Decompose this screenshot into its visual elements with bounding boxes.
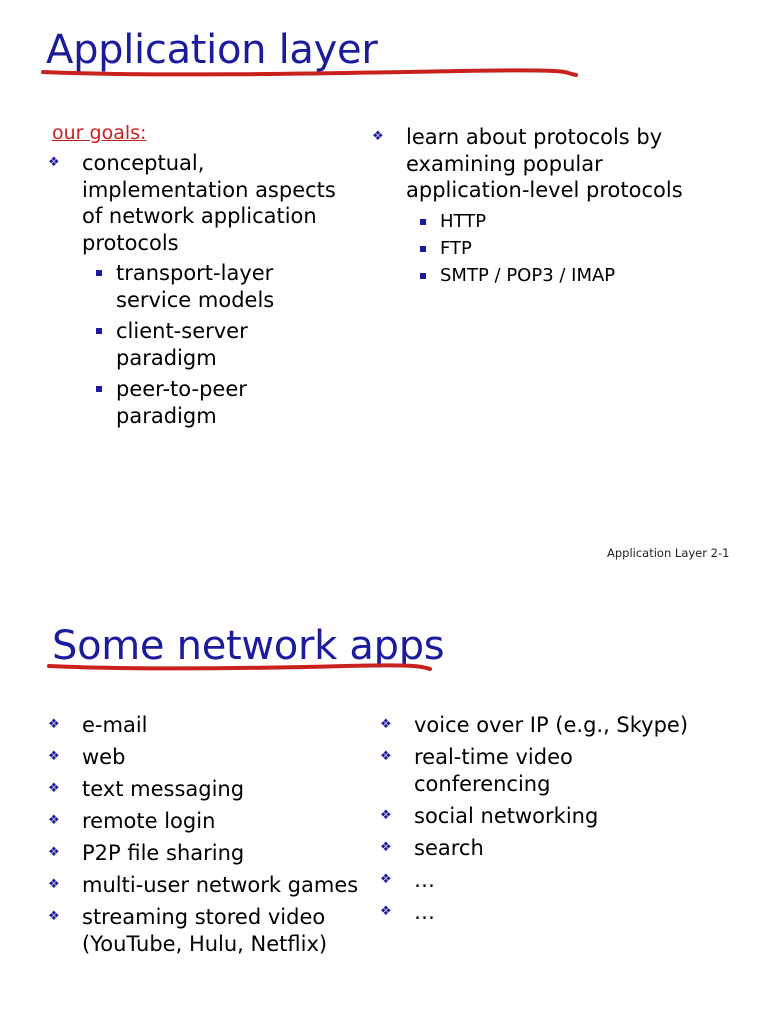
sub-list-item [82,260,338,313]
four-diamond-bullet-icon: ❖ [380,749,392,764]
slide-title: Some network apps [52,623,445,669]
goals-list-right [372,124,692,294]
four-diamond-bullet-icon: ❖ [380,871,392,887]
four-diamond-bullet-icon: ❖ [372,129,384,144]
list-item [372,124,692,289]
four-diamond-bullet-icon: ❖ [48,717,60,732]
four-diamond-bullet-icon: ❖ [380,903,392,919]
list-item [380,803,700,830]
list-item-text: learn about protocols by examining popular application-level protocols [406,125,683,202]
list-item [48,744,368,771]
slide-network-apps [0,600,768,1024]
four-diamond-bullet-icon: ❖ [48,813,60,828]
list-item [48,904,368,957]
four-diamond-bullet-icon: ❖ [380,839,392,855]
list-item-text: remote login [82,809,216,833]
four-diamond-bullet-icon: ❖ [380,717,392,732]
sub-list-item [82,318,338,371]
square-bullet-icon [96,270,102,276]
square-bullet-icon [96,386,102,392]
sub-item-text: HTTP [440,210,487,232]
list-item-text: search [414,835,484,860]
list-item-text: voice over IP (e.g., Skype) [414,713,689,737]
title-underline [46,654,446,678]
goals-list-left [48,150,338,434]
list-item-text: … [414,867,435,892]
slide-title: Application layer [46,27,378,73]
slide-footer: Application Layer 2-1 [607,546,730,560]
apps-list-right [380,712,700,931]
list-item [380,867,700,894]
list-item-text: conceptual, implementation aspects of network application protocols [82,151,336,255]
four-diamond-bullet-icon: ❖ [380,807,392,823]
apps-list-left [48,712,368,963]
four-diamond-bullet-icon: ❖ [48,749,60,764]
list-item-text: e-mail [82,713,148,737]
sub-list [406,208,692,289]
sub-item-text: peer-to-peer paradigm [116,377,247,428]
sub-item-text: client-server paradigm [116,319,248,370]
square-bullet-icon [420,246,426,252]
list-item [48,872,368,899]
list-item [380,835,700,862]
list-item [380,744,700,797]
list-item-text: text messaging [82,777,245,801]
sub-item-text: SMTP / POP3 / IMAP [440,264,616,286]
list-item [48,150,338,429]
four-diamond-bullet-icon: ❖ [48,155,60,170]
list-item-text: P2P file sharing [82,841,245,865]
goals-label: our goals: [52,122,147,144]
list-item-text: real-time video conferencing [414,745,573,796]
sub-list [82,260,338,429]
four-diamond-bullet-icon: ❖ [48,909,60,924]
list-item-text: streaming stored video (YouTube, Hulu, Netflix) [82,905,328,956]
list-item [48,712,368,739]
four-diamond-bullet-icon: ❖ [48,781,60,796]
sub-item-text: FTP [440,237,472,259]
title-underline [40,60,585,84]
sub-list-item [82,376,338,429]
square-bullet-icon [420,273,426,279]
list-item [48,840,368,867]
sub-list-item [406,262,692,289]
list-item [380,899,700,926]
list-item-text: … [414,899,435,924]
four-diamond-bullet-icon: ❖ [48,845,60,860]
four-diamond-bullet-icon: ❖ [48,877,60,892]
list-item-text: social networking [414,803,599,828]
sub-list-item [406,235,692,262]
square-bullet-icon [96,328,102,334]
square-bullet-icon [420,219,426,225]
list-item [380,712,700,739]
list-item-text: multi-user network games [82,873,359,897]
sub-list-item [406,208,692,235]
sub-item-text: transport-layer service models [116,261,275,312]
list-item [48,776,368,803]
list-item-text: web [82,745,126,769]
list-item [48,808,368,835]
